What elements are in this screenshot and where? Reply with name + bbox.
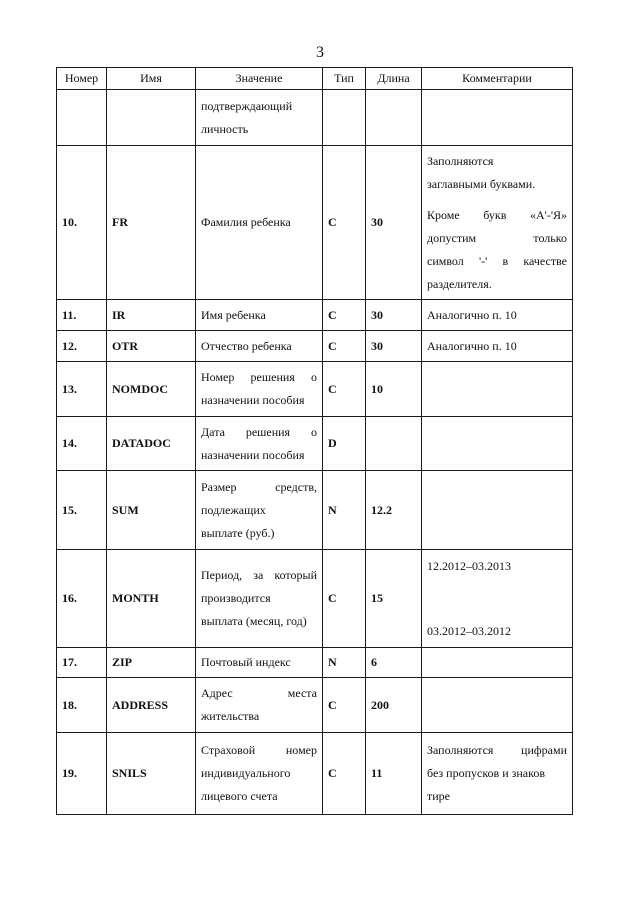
cell-comment <box>422 550 573 648</box>
value-line: производится <box>201 591 271 605</box>
cell-comment <box>422 331 573 362</box>
cell-value <box>196 90 323 146</box>
cell-name: NOMDOC <box>107 362 196 417</box>
cell-value <box>196 362 323 417</box>
value-line: индивидуального <box>201 766 291 780</box>
cell-comment <box>422 362 573 417</box>
value-line: личность <box>201 121 249 136</box>
value-line: Адрес места <box>201 686 317 700</box>
table-row <box>57 471 573 550</box>
header-length: Длина <box>366 68 422 90</box>
comment-line: символ '-' в качестве <box>427 253 567 268</box>
cell-type: C <box>323 331 366 362</box>
cell-name: SNILS <box>107 733 196 815</box>
comment-line: Заполняются цифрами <box>427 743 567 757</box>
cell-length: 10 <box>366 362 422 417</box>
cell-type: D <box>323 417 366 471</box>
cell-name: DATADOC <box>107 417 196 471</box>
cell-type: N <box>323 648 366 678</box>
cell-value <box>196 300 323 331</box>
cell-num: 10. <box>57 146 107 300</box>
cell-num: 17. <box>57 648 107 678</box>
value-line: Период, за который <box>201 568 317 582</box>
cell-type: C <box>323 300 366 331</box>
cell-comment <box>422 300 573 331</box>
cell-length: 11 <box>366 733 422 815</box>
value-line: Размер средств, <box>201 479 317 494</box>
value-line: жительства <box>201 709 260 723</box>
comment-line: заглавными буквами. <box>427 176 536 191</box>
cell-comment <box>422 146 573 300</box>
cell-length <box>366 90 422 146</box>
table-row <box>57 733 573 815</box>
table-row <box>57 146 573 300</box>
cell-num: 16. <box>57 550 107 648</box>
cell-num <box>57 90 107 146</box>
comment-line: допустим только <box>427 230 567 245</box>
table-row <box>57 550 573 648</box>
cell-comment <box>422 471 573 550</box>
table-header-row <box>57 68 573 90</box>
comment-line: Аналогично п. 10 <box>427 307 517 322</box>
comment-line: Кроме букв «А'-'Я» <box>427 207 567 222</box>
cell-length: 6 <box>366 648 422 678</box>
table-row <box>57 417 573 471</box>
value-line: выплате (руб.) <box>201 525 275 540</box>
cell-value <box>196 678 323 733</box>
cell-type: N <box>323 471 366 550</box>
cell-value <box>196 417 323 471</box>
cell-comment <box>422 733 573 815</box>
cell-comment <box>422 90 573 146</box>
cell-type: C <box>323 678 366 733</box>
cell-num: 11. <box>57 300 107 331</box>
table-row <box>57 678 573 733</box>
table-row <box>57 362 573 417</box>
table-row <box>57 90 573 146</box>
cell-name: FR <box>107 146 196 300</box>
cell-length: 30 <box>366 146 422 300</box>
cell-length: 30 <box>366 300 422 331</box>
cell-num: 13. <box>57 362 107 417</box>
header-number: Номер <box>57 68 107 90</box>
cell-name: MONTH <box>107 550 196 648</box>
cell-num: 12. <box>57 331 107 362</box>
cell-num: 18. <box>57 678 107 733</box>
cell-type: C <box>323 733 366 815</box>
header-comments: Комментарии <box>422 68 573 90</box>
page-number: 3 <box>316 44 324 61</box>
cell-name: IR <box>107 300 196 331</box>
cell-comment <box>422 417 573 471</box>
value-line: подтверждающий <box>201 98 293 113</box>
cell-length: 200 <box>366 678 422 733</box>
cell-value <box>196 146 323 300</box>
table-row <box>57 648 573 678</box>
comment-line: тире <box>427 789 450 803</box>
cell-value <box>196 733 323 815</box>
cell-name <box>107 90 196 146</box>
cell-name: ADDRESS <box>107 678 196 733</box>
cell-comment <box>422 678 573 733</box>
comment-line: без пропусков и знаков <box>427 766 546 780</box>
cell-value <box>196 471 323 550</box>
value-line: Фамилия ребенка <box>201 215 291 229</box>
comment-line: 12.2012–03.2013 <box>427 558 511 573</box>
cell-num: 19. <box>57 733 107 815</box>
header-name: Имя <box>107 68 196 90</box>
cell-value <box>196 550 323 648</box>
cell-type: C <box>323 146 366 300</box>
comment-line: Заполняются <box>427 153 494 168</box>
value-line: Отчество ребенка <box>201 338 292 353</box>
table-row <box>57 331 573 362</box>
cell-value <box>196 331 323 362</box>
value-line: выплата (месяц, год) <box>201 614 307 628</box>
cell-num: 15. <box>57 471 107 550</box>
cell-name: OTR <box>107 331 196 362</box>
cell-comment <box>422 648 573 678</box>
cell-type: C <box>323 362 366 417</box>
cell-length: 30 <box>366 331 422 362</box>
value-line: Имя ребенка <box>201 307 266 322</box>
field-spec-table <box>56 67 573 815</box>
cell-length <box>366 417 422 471</box>
value-line: назначении пособия <box>201 447 305 462</box>
comment-line: разделителя. <box>427 276 492 291</box>
value-line: Номер решения о <box>201 370 317 384</box>
value-line: лицевого счета <box>201 789 278 803</box>
cell-type <box>323 90 366 146</box>
cell-type: C <box>323 550 366 648</box>
header-value: Значение <box>196 68 323 90</box>
value-line: Страховой номер <box>201 743 317 757</box>
cell-name: SUM <box>107 471 196 550</box>
comment-line: Аналогично п. 10 <box>427 338 517 353</box>
cell-name: ZIP <box>107 648 196 678</box>
table-row <box>57 300 573 331</box>
value-line: Почтовый индекс <box>201 655 291 669</box>
header-type: Тип <box>323 68 366 90</box>
cell-num: 14. <box>57 417 107 471</box>
cell-length: 15 <box>366 550 422 648</box>
value-line: подлежащих <box>201 502 266 517</box>
value-line: назначении пособия <box>201 393 305 407</box>
comment-line: 03.2012–03.2012 <box>427 623 511 638</box>
cell-value <box>196 648 323 678</box>
value-line: Дата решения о <box>201 424 317 439</box>
cell-length: 12.2 <box>366 471 422 550</box>
